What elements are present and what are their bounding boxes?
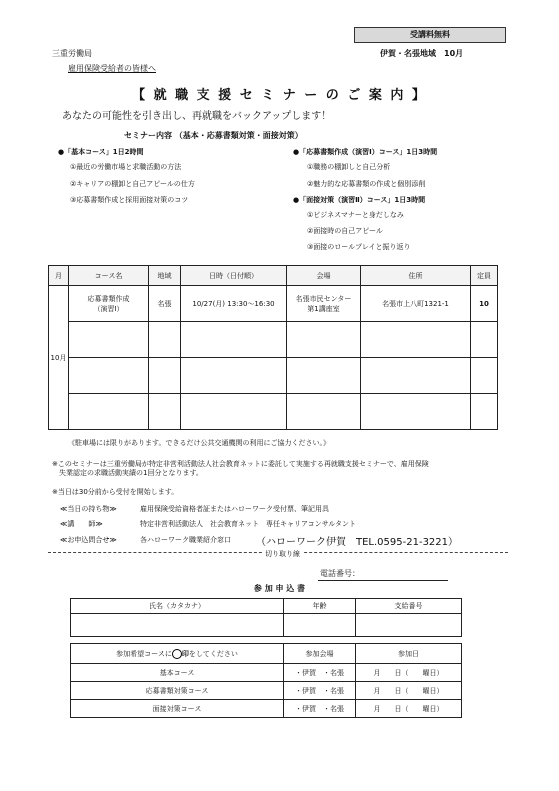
basic-item-2: ②キャリアの棚卸と自己アピールの仕方 (70, 180, 195, 188)
course-row[interactable] (71, 682, 462, 700)
course-basic[interactable]: 基本コース (71, 664, 284, 682)
circle-mark-icon (172, 649, 182, 659)
benefit-number-header: 支給番号 (356, 599, 462, 614)
address-cell: 名張市上八町1321-1 (361, 286, 471, 322)
table-row (49, 394, 498, 430)
course-cell: 応募書類作成 （演習Ⅰ） (69, 286, 149, 322)
contact-value: 各ハローワーク職業紹介窓口 (140, 536, 231, 544)
header-address: 住所 (361, 266, 471, 286)
course-selection-table (70, 643, 462, 718)
venue-cell: 名張市民センター 第1講座室 (287, 286, 361, 322)
name-field[interactable] (71, 614, 284, 637)
course-header (71, 644, 284, 664)
items-label: ≪当日の持ち物≫ (60, 505, 117, 513)
venue-choice[interactable]: ・伊賀 ・名張 (284, 682, 356, 700)
course-header-mark: 印 (181, 649, 189, 658)
date-header: 参加日 (356, 644, 462, 664)
interview-course-title: ●「面接対策（演習Ⅱ）コース」1日3時間 (293, 196, 426, 204)
lecturer-label: ≪講 師≫ (60, 520, 103, 528)
reception-note: ※当日は30分前から受付を開始します。 (52, 488, 179, 496)
benefit-number-field[interactable] (356, 614, 462, 637)
audience-text: 雇用保険受給者の皆様へ (68, 64, 156, 73)
month-cell: 10月 (49, 286, 69, 430)
header-capacity: 定員 (471, 266, 498, 286)
course-row[interactable] (71, 700, 462, 718)
lecturer-value: 特定非営利活動法人 社会教育ネット 専任キャリアコンサルタント (140, 520, 357, 528)
name-header: 氏名（カタカナ） (71, 599, 284, 614)
course-interview[interactable]: 面接対策コース (71, 700, 284, 718)
content-heading: セミナー内容 （基本・応募書類対策・面接対策） (124, 131, 303, 140)
header-venue: 会場 (287, 266, 361, 286)
header-month: 月 (49, 266, 69, 286)
date-field[interactable]: 月 日（ 曜日） (356, 700, 462, 718)
interview-item-1: ①ビジネスマナーと身だしなみ (307, 211, 404, 219)
parking-note: 《駐車場には限りがあります。できるだけ公共交通機関の利用にご協力ください。》 (68, 439, 330, 447)
date-field[interactable]: 月 日（ 曜日） (356, 682, 462, 700)
items-value: 雇用保険受給資格者証またはハローワーク受付票、筆記用具 (140, 505, 329, 513)
docs-item-2: ②魅力的な応募書類の作成と個別添削 (307, 180, 426, 188)
capacity-cell: 10 (471, 286, 498, 322)
page-title: 【 就 職 支 援 セ ミ ナ ー の ご 案 内 】 (132, 88, 427, 103)
interview-item-2: ②面接時の自己アピール (307, 227, 383, 235)
schedule-header-row (49, 266, 498, 286)
course-row[interactable] (71, 664, 462, 682)
course-header-text: 参加希望コースに (116, 649, 172, 658)
contact-office: （ハローワーク伊賀 TEL.0595-21-3221） (256, 537, 459, 548)
age-field[interactable] (284, 614, 356, 637)
venue-choice[interactable]: ・伊賀 ・名張 (284, 700, 356, 718)
cut-line-label: 切り取り線 (262, 550, 303, 559)
datetime-cell: 10/27(月) 13:30～16:30 (181, 286, 287, 322)
venue-choice[interactable]: ・伊賀 ・名張 (284, 664, 356, 682)
issuer-name: 三重労働局 (52, 49, 92, 58)
contact-label: ≪お申込問合せ≫ (60, 536, 117, 544)
schedule-table (48, 265, 498, 430)
venue-header: 参加会場 (284, 644, 356, 664)
region-month: 伊賀・名張地域 10月 (380, 49, 464, 58)
age-header: 年齢 (284, 599, 356, 614)
phone-label: 電話番号： (320, 569, 360, 578)
free-tuition-badge: 受講料無料 (354, 27, 506, 43)
table-row (49, 358, 498, 394)
basic-item-1: ①最近の労働市場と求職活動の方法 (70, 163, 182, 171)
course-documents[interactable]: 応募書類対策コース (71, 682, 284, 700)
header-area: 地域 (149, 266, 181, 286)
basic-item-3: ③応募書類作成と採用面接対策のコツ (70, 196, 189, 204)
table-row (49, 322, 498, 358)
docs-item-1: ①職務の棚卸しと自己分析 (307, 163, 391, 171)
docs-course-title: ●「応募書類作成（演習Ⅰ）コース」1日3時間 (293, 148, 438, 156)
area-cell: 名張 (149, 286, 181, 322)
date-field[interactable]: 月 日（ 曜日） (356, 664, 462, 682)
subtitle: あなたの可能性を引き出し、再就職をバックアップします！ (62, 111, 332, 122)
form-title: 参 加 申 込 書 (253, 584, 306, 593)
seminar-note: ※このセミナーは三重労働局が特定非営利活動法人社会教育ネットに委託して実施する再就職支援セミナーで、雇用保険 失業認定の求職活動実績の1回分となります。 (52, 460, 429, 477)
basic-course-title: ●「基本コース」1日2時間 (58, 148, 144, 156)
course-header-suffix: をしてください (188, 649, 238, 658)
table-row (49, 286, 498, 322)
header-course: コース名 (69, 266, 149, 286)
header-datetime: 日時（日付順） (181, 266, 287, 286)
entry-table (70, 598, 462, 637)
interview-item-3: ③面接のロールプレイと振り返り (307, 243, 411, 251)
phone-input-line[interactable] (318, 580, 448, 581)
